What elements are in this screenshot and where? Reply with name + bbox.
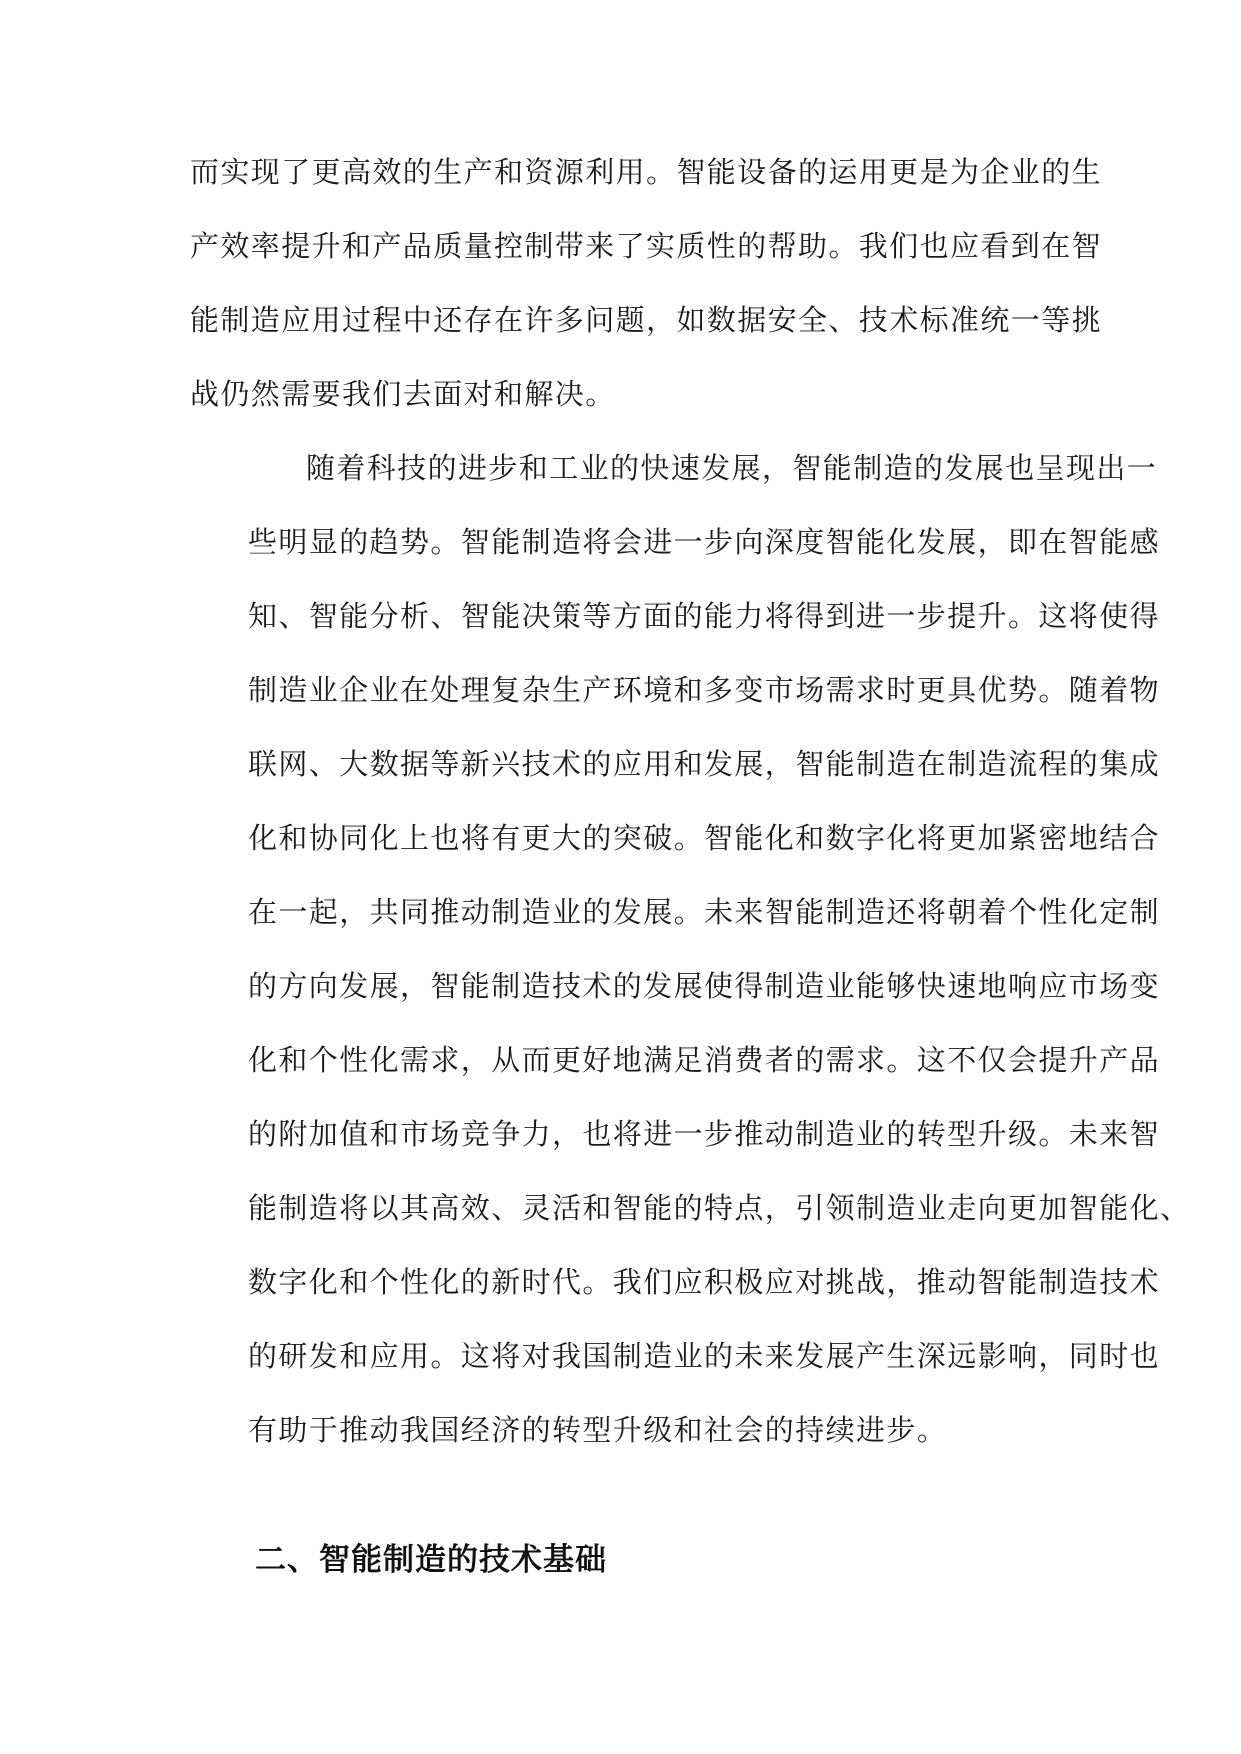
paragraph-line: 些明显的趋势。智能制造将会进一步向深度智能化发展，即在智能感 bbox=[248, 525, 1161, 559]
paragraph-line: 的方向发展，智能制造技术的发展使得制造业能够快速地响应市场变 bbox=[248, 969, 1161, 1003]
paragraph-line: 战仍然需要我们去面对和解决。 bbox=[190, 377, 616, 411]
paragraph-line: 化和个性化需求，从而更好地满足消费者的需求。这不仅会提升产品 bbox=[248, 1043, 1161, 1077]
paragraph-line: 知、智能分析、智能决策等方面的能力将得到进一步提升。这将使得 bbox=[248, 599, 1161, 633]
paragraph-line: 能制造应用过程中还存在许多问题，如数据安全、技术标准统一等挑 bbox=[190, 303, 1103, 337]
paragraph-2 bbox=[190, 431, 1191, 1467]
paragraph-line: 能制造将以其高效、灵活和智能的特点，引领制造业走向更加智能化、 bbox=[248, 1191, 1191, 1225]
paragraph-line: 联网、大数据等新兴技术的应用和发展，智能制造在制造流程的集成 bbox=[248, 747, 1161, 781]
paragraph-line: 在一起，共同推动制造业的发展。未来智能制造还将朝着个性化定制 bbox=[248, 895, 1161, 929]
paragraph-line: 化和协同化上也将有更大的突破。智能化和数字化将更加紧密地结合 bbox=[248, 821, 1161, 855]
paragraph-line: 随着科技的进步和工业的快速发展，智能制造的发展也呈现出一 bbox=[306, 451, 1158, 485]
paragraph-line: 而实现了更高效的生产和资源利用。智能设备的运用更是为企业的生 bbox=[190, 155, 1103, 189]
paragraph-1 bbox=[190, 135, 1103, 431]
paragraph-line: 制造业企业在处理复杂生产环境和多变市场需求时更具优势。随着物 bbox=[248, 673, 1161, 707]
paragraph-line: 的研发和应用。这将对我国制造业的未来发展产生深远影响，同时也 bbox=[248, 1339, 1161, 1373]
paragraph-line: 的附加值和市场竞争力，也将进一步推动制造业的转型升级。未来智 bbox=[248, 1117, 1161, 1151]
paragraph-line: 有助于推动我国经济的转型升级和社会的持续进步。 bbox=[248, 1413, 948, 1447]
paragraph-line: 数字化和个性化的新时代。我们应积极应对挑战，推动智能制造技术 bbox=[248, 1265, 1161, 1299]
section-heading: 二、智能制造的技术基础 bbox=[255, 1542, 607, 1578]
paragraph-line: 产效率提升和产品质量控制带来了实质性的帮助。我们也应看到在智 bbox=[190, 229, 1103, 263]
